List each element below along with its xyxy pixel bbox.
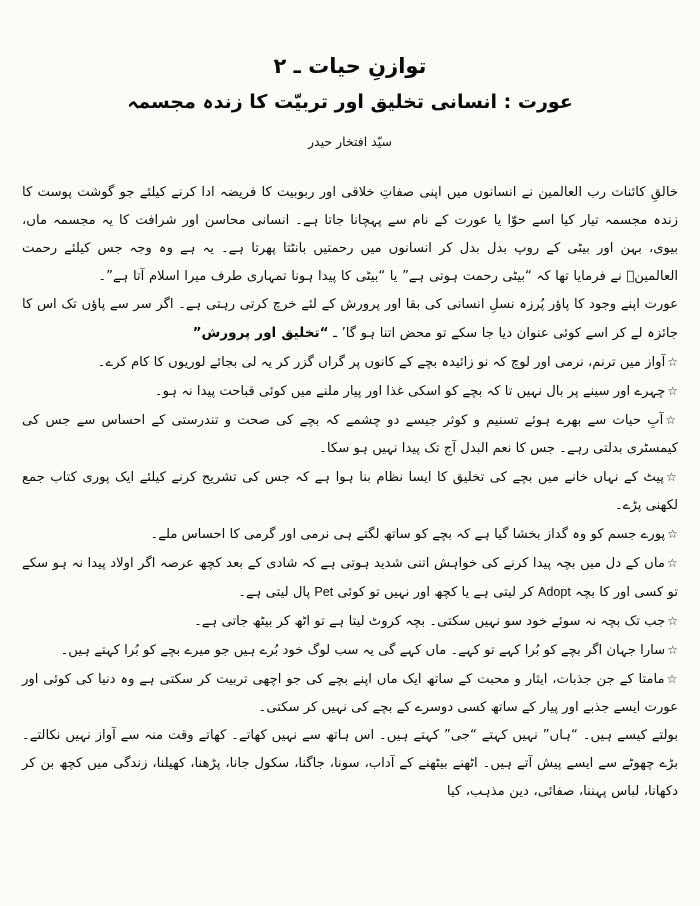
list-item xyxy=(22,607,678,636)
star-icon: ☆ xyxy=(667,613,678,628)
list-item-label: چہرے اور سینے پر بال نہیں تا کہ بچے کو اسکی غذا اور پیار ملنے میں کوئی قباحت پیدا نہ ہو۔ xyxy=(154,383,666,399)
paragraph-closing: بولتے کیسے ہیں۔ “ہاں” نہیں کہتے “جی” کہتے ہیں۔ اس ہاتھ سے نہیں کھاتے۔ کھاتے وقت منہ سے آواز نہیں نکالتے۔ بڑے چھوٹے سے ایسے پیش آتے ہیں۔ اٹھنے بیٹھنے کے آداب، سونا، جاگنا، سکول جانا، پڑھنا، کھیلنا، زندگی میں کچھ بن کر دکھانا، لباس پہننا، صفائی، دین مذہب، کیا xyxy=(22,727,678,799)
list-item-label-part-2: کر لیتی ہے یا کچھ اور نہیں تو کوئی xyxy=(333,584,538,600)
list-item-label: پیٹ کے نہاں خانے میں بچے کی تخلیق کا ایسا نظام بنا ہوا ہے کہ جس کی تشریح کرنے کیلئے ایک پوری کتاب جمع لکھنی پڑے۔ xyxy=(22,469,678,513)
star-icon: ☆ xyxy=(665,469,678,484)
star-icon: ☆ xyxy=(667,642,678,657)
list-item-label: جب تک بچہ نہ سوئے خود سو نہیں سکتی۔ بچہ کروٹ لیتا ہے تو اٹھ کر بیٹھ جاتی ہے۔ xyxy=(194,613,666,629)
list-item xyxy=(22,463,678,520)
star-icon: ☆ xyxy=(665,412,678,427)
paragraph-definition-text: عورت اپنے وجود کا پاؤر پُرزہ نسلِ انسانی کی بقا اور پرورش کے لئے خرچ کرتی رہتی ہے۔ اگر سر سے پاؤں تک اس کا جائزہ لے کر اسے کوئی عنوان دیا جا سکے تو محض اتنا ہو گا’ ـ xyxy=(22,296,678,341)
list-item xyxy=(22,377,678,406)
star-icon: ☆ xyxy=(667,354,678,369)
list-item-label: آبِ حیات سے بھرے ہوئے تسنیم و کوثر جیسے دو چشمے کہ بچے کی صحت و تندرستی کے احساس سے جس کی کیمسٹری بدلتی رہے۔ جس کا نعم البدل آج تک پیدا نہیں ہو سکا۔ xyxy=(22,412,678,456)
document-body xyxy=(0,149,700,806)
latin-word-adopt: Adopt xyxy=(537,584,571,599)
attribute-list xyxy=(22,348,678,722)
list-item-label-part-3: پال لیتی ہے۔ xyxy=(238,584,315,600)
star-icon: ☆ xyxy=(667,383,678,398)
paragraph-definition xyxy=(22,291,678,348)
list-item-label-part-1: ماں کے دل میں بچہ پیدا کرنے کی خواہش اتنی شدید ہوتی ہے کہ شادی کے بعد کچھ عرصہ اگر اولاد پیدا نہ ہو سکے تو کسی اور کا بچہ xyxy=(22,555,678,600)
star-icon: ☆ xyxy=(666,671,679,686)
list-item xyxy=(22,549,678,607)
star-icon: ☆ xyxy=(667,526,678,541)
latin-word-pet: Pet xyxy=(314,584,334,599)
document-header xyxy=(0,0,700,149)
author-byline: سیّد افتخار حیدر xyxy=(308,133,392,149)
star-icon: ☆ xyxy=(666,555,678,570)
page-title: توازنِ حیات ـ ۲ xyxy=(273,54,427,78)
list-item xyxy=(22,636,678,665)
list-item xyxy=(22,348,678,377)
paragraph-intro: خالقِ کائنات رب العالمین نے انسانوں میں اپنی صفاتِ خلاقی اور ربوبیت کا فریضہ ادا کرنے کیلئے جو گوشت پوست کا زندہ مجسمہ تیار کیا اسے حوّا یا عورت کے نام سے پہچانا جاتا ہے۔ انسانی محاسن اور شرافت کا یہ مجسمہ ماں، بیوی، بہن اور بیٹی کے روپ بدل بدل کر انسانوں میں رحمتیں بانٹتا پھرتا ہے۔ یہ ہے وہ وجہ جس کیلئے رحمت العالمینؐ نے فرمایا تھا کہ “بیٹی رحمت ہوتی ہے” یا “بیٹی کا پیدا ہونا تمہاری طرف میرا اسلام آتا ہے”۔ xyxy=(22,184,678,284)
list-item xyxy=(22,406,678,463)
list-item-label: آواز میں ترنم، نرمی اور لوچ کہ نو زائیدہ بچے کے کانوں پر گراں گزر کر یہ لی بجائے لوریوں کا کام کرے۔ xyxy=(97,354,666,370)
emphasised-quote: “تخلیق اور پرورش” xyxy=(192,324,329,341)
list-item-label: مامتا کے جن جذبات، ایثار و محبت کے ساتھ ایک ماں اپنے بچے کی جو اچھی تربیت کر سکتی ہے وہ دنیا کی کوئی اور عورت ایسے جذبے اور پیار کے ساتھ کسی دوسرے کے بچے کی نہیں کر سکتی۔ xyxy=(22,671,678,715)
list-item-label: سارا جہان اگر بچے کو بُرا کہے تو کہے۔ ماں کہے گی یہ سب لوگ خود بُرے ہیں جو میرے بچے کو بُرا کہتے ہیں۔ xyxy=(60,642,666,658)
page-subtitle: عورت : انسانی تخلیق اور تربیّت کا زندہ مجسمہ xyxy=(127,91,573,114)
list-item-label: پورے جسم کو وہ گداز بخشا گیا ہے کہ بچے کو ساتھ لگتے ہی نرمی اور گرمی کا احساس ملے۔ xyxy=(150,526,666,542)
list-item xyxy=(22,665,678,722)
list-item xyxy=(22,520,678,549)
